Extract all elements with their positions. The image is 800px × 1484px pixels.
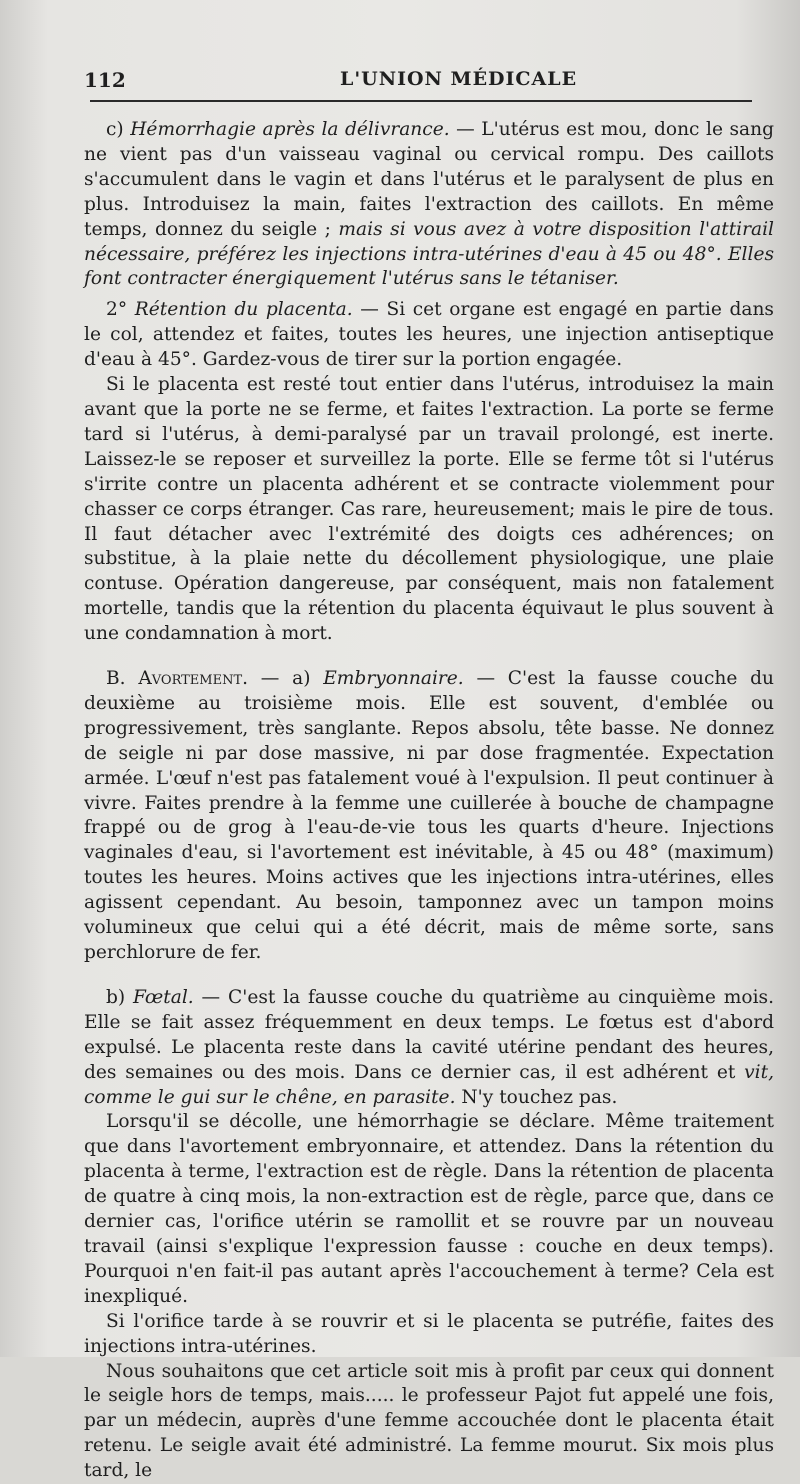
paragraph-text: — C'est la fausse couche du quatrième au cinquième mois. Elle se fait assez fréquemment en deux temps. Le fœtus est d'abord expulsé. Le placenta reste dans la cavité utérine pendant des heures, des semaines ou des mois. Dans ce dernier cas, il est adhérent et	[84, 987, 774, 1083]
paragraph-hemorrhagie	[84, 118, 774, 292]
paragraph-heading: Embryonnaire.	[323, 668, 463, 689]
paragraph-heading: Fœtal.	[133, 987, 194, 1008]
paragraph-label: c)	[106, 119, 124, 140]
article-body	[84, 118, 774, 1484]
paragraph-decolle	[84, 1110, 774, 1309]
paragraph-text: Si le placenta est resté tout entier dans l'utérus, introduisez la main avant que la porte ne se ferme, et faites l'extraction. La porte se ferme tard si l'utérus, à demi-paralysé par un travail prolongé, est inerte. Laissez-le se reposer et surveillez la porte. Elle se ferme tôt si l'utérus s'irrite contre un placenta adhérent et se contracte violemment pour chasser ce corps étranger. Cas rare, heureusement; mais le pire de tous. Il faut détacher avec l'extrémité des doigts ces adhérences; on substitue, à la plaie nette du décollement physiologique, une plaie contuse. Opération dangereuse, par conséquent, mais non fatalement mortelle, tandis que la rétention du placenta équivaut le plus souvent à une condamnation à mort.	[84, 374, 774, 644]
paragraph-label: B.	[106, 668, 126, 689]
subsection-label: — a)	[248, 668, 323, 689]
paragraph-italic: vit, comme le gui sur le chêne, en parasite.	[84, 1062, 774, 1108]
paragraph-label: 2°	[106, 299, 127, 320]
paragraph-orifice	[84, 1310, 774, 1360]
paragraph-label: b)	[106, 987, 125, 1008]
paragraph-retention	[84, 298, 774, 373]
paragraph-heading: Rétention du placenta.	[135, 299, 353, 320]
paragraph-text: — L'utérus est mou, donc le sang ne vient pas d'un vaisseau vaginal ou cervical rompu. Des caillots s'accumulent dans le vagin et dans l'utérus et le paralysent de plus en plus. Introduisez la main, faites l'extraction des caillots. En même temps, donnez du seigle ;	[84, 119, 774, 240]
paragraph-text: — C'est la fausse couche du deuxième au troisième mois. Elle est souvent, d'emblée ou progressivement, très sanglante. Repos absolu, tête basse. Ne donnez de seigle ni par dose massive, ni par dose fragmentée. Expectation armée. L'œuf n'est pas fatalement voué à l'expulsion. Il peut continuer à vivre. Faites prendre à la femme une cuillerée à bouche de champagne frappé ou de grog à l'eau-de-vie tous les quarts d'heure. Injections vaginales d'eau, si l'avortement est inévitable, à 45 ou 48° (maximum) toutes les heures. Moins actives que les injections intra-utérines, elles agissent cependant. Au besoin, tamponnez avec un tampon moins volumineux que celui qui a été décrit, mais de même sorte, sans perchlorure de fer.	[84, 668, 774, 963]
page-number: 112	[84, 68, 126, 92]
running-head: L'UNION MÉDICALE	[340, 68, 577, 90]
paragraph-text: Nous souhaitons que cet article soit mis à profit par ceux qui donnent le seigle hors de temps, mais..... le professeur Pajot fut appelé une fois, par un médecin, auprès d'une femme accouchée dont le placenta était retenu. Le seigle avait été administré. La femme mourut. Six mois plus tard, le	[84, 1361, 774, 1482]
paragraph-text-end: N'y touchez pas.	[455, 1087, 617, 1108]
paragraph-text: Si l'orifice tarde à se rouvrir et si le placenta se putréfie, faites des injections intra-utérines.	[84, 1311, 774, 1357]
paragraph-text: — Si cet organe est engagé en partie dans le col, attendez et faites, toutes les heures, une injection antiseptique d'eau à 45°. Gardez-vous de tirer sur la portion engagée.	[84, 299, 774, 370]
page-header	[84, 62, 774, 96]
paragraph-conclusion	[84, 1360, 774, 1484]
header-rule	[90, 100, 752, 102]
paragraph-foetal	[84, 986, 774, 1111]
paragraph-avortement	[84, 667, 774, 966]
paragraph-text: Lorsqu'il se décolle, une hémorrhagie se déclare. Même traitement que dans l'avortement embryonnaire, et attendez. Dans la rétention du placenta à terme, l'extraction est de règle. Dans la rétention de placenta de quatre à cinq mois, la non-extraction est de règle, parce que, dans ce dernier cas, l'orifice utérin se ramollit et se rouvre par un nouveau travail (ainsi s'explique l'expression fausse : couche en deux temps). Pourquoi n'en fait-il pas autant après l'accouchement à terme? Cela est inexpliqué.	[84, 1111, 774, 1306]
paragraph-heading: Hémorrhagie après la délivrance.	[130, 119, 449, 140]
paragraph-italic: mais si vous avez à votre disposition l'attirail nécessaire, préférez les injections intra-utérines d'eau à 45 ou 48°. Elles font contracter énergiquement l'utérus sans le tétaniser.	[84, 219, 774, 290]
section-title: Avortement.	[138, 668, 248, 689]
paragraph-placenta-entier	[84, 373, 774, 647]
